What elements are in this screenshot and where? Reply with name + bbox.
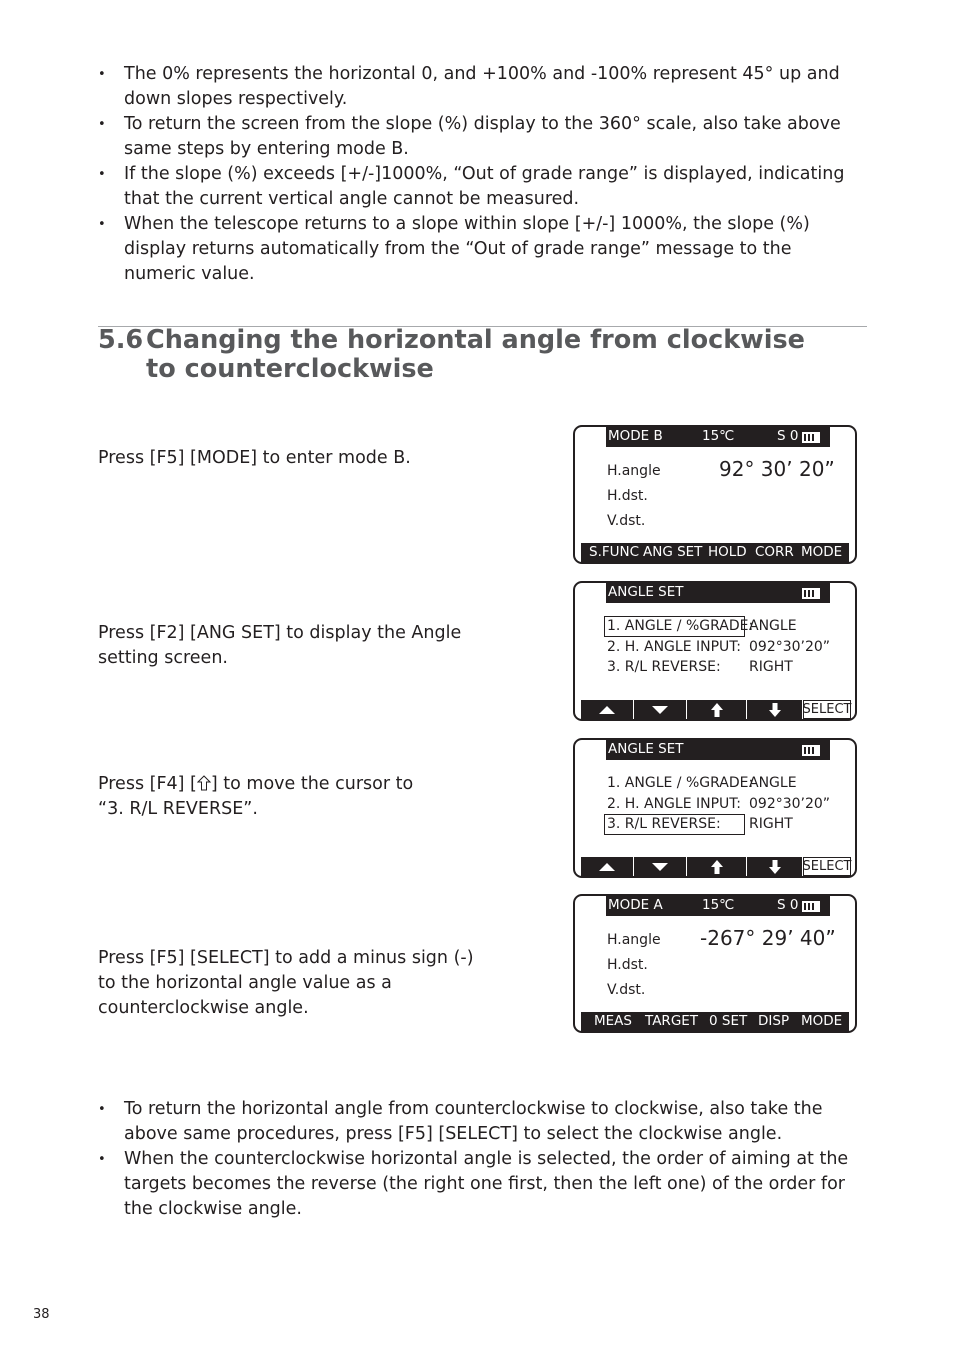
h-angle-value: 92° 30’ 20” <box>719 457 835 481</box>
step-1-text: Press [F5] [MODE] to enter mode B. <box>98 448 411 468</box>
softkey-f3[interactable] <box>687 700 747 719</box>
section-heading <box>98 326 838 384</box>
menu-item-2-value: 092°30’20” <box>749 639 831 655</box>
mode-indicator: MODE B <box>608 428 663 444</box>
softkey-f4[interactable]: CORR <box>755 544 794 560</box>
section-title: Changing the horizontal angle from clockwise to counterclockwise <box>146 325 805 384</box>
status-bar <box>606 583 830 603</box>
battery-icon <box>800 899 822 914</box>
lcd-screen-angle-set-3 <box>573 738 857 878</box>
step-3-text <box>98 772 478 822</box>
lcd-screen-mode-b <box>573 425 857 564</box>
outro-bullet-list <box>98 1097 868 1222</box>
softkey-f5-select[interactable]: SELECT <box>802 859 852 874</box>
screen-title: ANGLE SET <box>608 584 684 600</box>
label-v-dst: V.dst. <box>607 513 646 529</box>
s-value: S 0 <box>777 897 799 913</box>
arrow-up-icon <box>710 859 724 875</box>
intro-bullet: • When the telescope returns to a slope within slope [+/-] 1000%, the slope (%) display returns automatically from the “Out of grade range” message to the numeric value. <box>98 212 868 287</box>
screen-title: ANGLE SET <box>608 741 684 757</box>
intro-bullet: • The 0% represents the horizontal 0, and +100% and -100% represent 45° up and down slopes respectively. <box>98 62 868 112</box>
softkey-f2[interactable] <box>634 857 687 876</box>
menu-item-2-label[interactable]: 2. H. ANGLE INPUT: <box>607 796 742 812</box>
arrow-up-icon <box>710 702 724 718</box>
menu-item-3-value: RIGHT <box>749 816 793 832</box>
step-3-before: Press [F4] [ <box>98 774 197 794</box>
softkey-f5[interactable]: MODE <box>801 1013 843 1029</box>
label-h-angle: H.angle <box>607 463 661 479</box>
menu-item-1-value: ANGLE <box>749 618 797 634</box>
label-h-dst: H.dst. <box>607 957 648 973</box>
softkey-f1[interactable]: S.FUNC <box>589 544 640 560</box>
softkey-f2[interactable]: ANG SET <box>643 544 703 560</box>
softkey-f4[interactable]: DISP <box>758 1013 790 1029</box>
menu-item-3-label[interactable]: 3. R/L REVERSE: <box>607 659 721 675</box>
lcd-screen-mode-a <box>573 894 857 1033</box>
temperature: 15℃ <box>702 428 735 444</box>
intro-bullet: • If the slope (%) exceeds [+/-]1000%, “Out of grade range” is displayed, indicating that the current vertical angle cannot be measured. <box>98 162 868 212</box>
label-h-angle: H.angle <box>607 932 661 948</box>
triangle-up-icon <box>598 862 616 872</box>
triangle-down-icon <box>651 705 669 715</box>
battery-icon <box>800 586 822 601</box>
h-angle-value: -267° 29’ 40” <box>700 926 836 950</box>
menu-item-1-label[interactable]: 1. ANGLE / %GRADE: <box>607 618 754 634</box>
softkey-f1[interactable] <box>581 857 634 876</box>
softkey-f4[interactable] <box>747 700 803 719</box>
step-2-text: Press [F2] [ANG SET] to display the Angle setting screen. <box>98 623 462 668</box>
softkey-f3[interactable]: 0 SET <box>709 1013 748 1029</box>
softkey-f3[interactable] <box>687 857 747 876</box>
menu-item-3-label[interactable]: 3. R/L REVERSE: <box>607 816 721 832</box>
status-bar <box>606 740 830 760</box>
softkey-f2[interactable]: TARGET <box>645 1013 699 1029</box>
up-arrow-outline-icon <box>197 775 211 791</box>
softkey-bar <box>581 857 852 876</box>
softkey-f5[interactable]: MODE <box>801 544 843 560</box>
softkey-bar <box>581 543 849 562</box>
battery-icon <box>800 430 822 445</box>
softkey-f4[interactable] <box>747 857 803 876</box>
menu-item-2-label[interactable]: 2. H. ANGLE INPUT: <box>607 639 742 655</box>
softkey-f5-select[interactable]: SELECT <box>802 702 852 717</box>
page-number: 38 <box>33 1307 50 1322</box>
temperature: 15℃ <box>702 897 735 913</box>
outro-bullet: • When the counterclockwise horizontal angle is selected, the order of aiming at the targets becomes the reverse (the right one first, then the left one) of the order for the clockwise angle. <box>98 1147 868 1222</box>
menu-item-3-value: RIGHT <box>749 659 793 675</box>
softkey-bar <box>581 1012 849 1031</box>
menu-item-1-value: ANGLE <box>749 775 797 791</box>
softkey-f2[interactable] <box>634 700 687 719</box>
softkey-f1[interactable]: MEAS <box>594 1013 632 1029</box>
section-number: 5.6 <box>98 325 144 355</box>
mode-indicator: MODE A <box>608 897 663 913</box>
softkey-bar <box>581 700 852 719</box>
battery-icon <box>800 743 822 758</box>
lcd-screen-angle-set-1 <box>573 581 857 721</box>
outro-bullet: • To return the horizontal angle from counterclockwise to clockwise, also take the above same procedures, press [F5] [SELECT] to select the clockwise angle. <box>98 1097 868 1147</box>
status-bar <box>606 896 830 916</box>
intro-bullet-list <box>98 62 868 287</box>
softkey-f1[interactable] <box>581 700 634 719</box>
menu-item-2-value: 092°30’20” <box>749 796 831 812</box>
softkey-f3[interactable]: HOLD <box>708 544 747 560</box>
menu-item-1-label[interactable]: 1. ANGLE / %GRADE: <box>607 775 754 791</box>
triangle-up-icon <box>598 705 616 715</box>
s-value: S 0 <box>777 428 799 444</box>
status-bar <box>606 427 830 447</box>
arrow-down-icon <box>768 859 782 875</box>
step-3-line2: “3. R/L REVERSE”. <box>98 799 258 819</box>
step-4-text: Press [F5] [SELECT] to add a minus sign (-) to the horizontal angle value as a counterclockwise angle. <box>98 948 474 1018</box>
step-3-after: ] to move the cursor to <box>210 774 414 794</box>
intro-bullet: • To return the screen from the slope (%) display to the 360° scale, also take above same steps by entering mode B. <box>98 112 868 162</box>
arrow-down-icon <box>768 702 782 718</box>
label-v-dst: V.dst. <box>607 982 646 998</box>
triangle-down-icon <box>651 862 669 872</box>
label-h-dst: H.dst. <box>607 488 648 504</box>
